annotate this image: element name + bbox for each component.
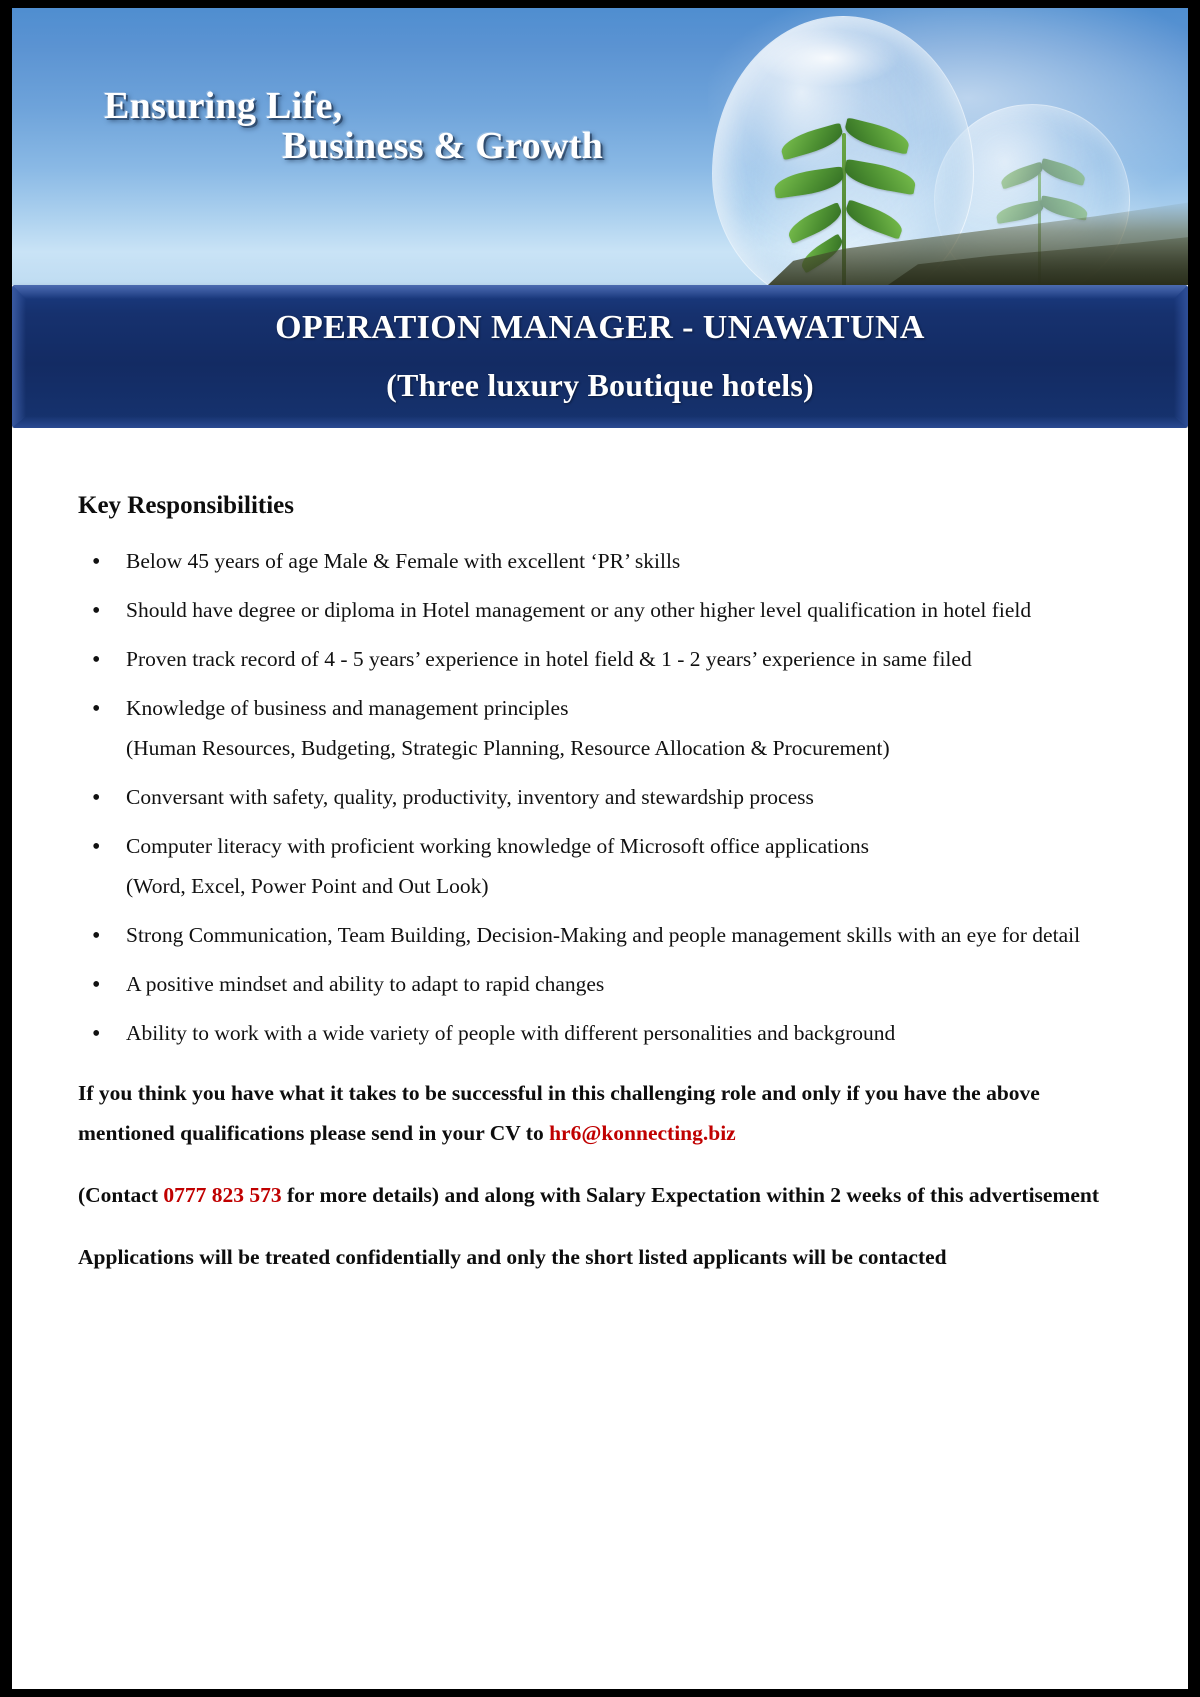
application-instructions-paragraph	[78, 1074, 1122, 1154]
list-item	[78, 916, 1122, 956]
list-item-text: Conversant with safety, quality, productivity, inventory and stewardship process	[126, 784, 814, 809]
list-item-text: Strong Communication, Team Building, Decision-Making and people management skills with an eye for detail	[126, 922, 1081, 947]
list-item	[78, 1014, 1122, 1054]
company-tagline	[104, 86, 603, 167]
plant-leaf	[778, 123, 845, 161]
list-item	[78, 689, 1122, 769]
list-item	[78, 778, 1122, 818]
job-title-bar	[12, 285, 1188, 428]
tagline-line-1: Ensuring Life,	[104, 85, 343, 127]
list-item	[78, 827, 1122, 907]
contact-prefix-text: (Contact	[78, 1182, 164, 1207]
plant-leaf	[842, 199, 906, 239]
list-item-text: Should have degree or diploma in Hotel management or any other higher level qualification in hotel field	[126, 597, 1032, 622]
list-item-text: Knowledge of business and management principles	[126, 695, 569, 720]
list-item-text: Proven track record of 4 - 5 years’ experience in hotel field & 1 - 2 years’ experience in same filed	[126, 646, 972, 671]
page-sheet	[12, 8, 1188, 1689]
bevel-right-edge	[1174, 285, 1188, 428]
bevel-left-edge	[12, 285, 26, 428]
plant-leaf	[1039, 158, 1088, 186]
sphere-highlight	[755, 29, 901, 87]
contact-details-paragraph	[78, 1176, 1122, 1216]
tagline-line-2: Business & Growth	[282, 125, 604, 168]
list-item	[78, 965, 1122, 1005]
job-description-body	[12, 428, 1188, 1689]
instructions-text: If you think you have what it takes to be successful in this challenging role and only if you have the above mentioned qualifications please send in your CV to	[78, 1080, 1040, 1145]
list-item-text: A positive mindset and ability to adapt to rapid changes	[126, 971, 605, 996]
list-item	[78, 542, 1122, 582]
page-subtitle: (Three luxury Boutique hotels)	[386, 367, 814, 403]
list-item	[78, 640, 1122, 680]
confidentiality-paragraph: Applications will be treated confidentially and only the short listed applicants will be contacted	[78, 1244, 947, 1269]
list-item-text: Computer literacy with proficient working knowledge of Microsoft office applications	[126, 833, 869, 858]
plant-leaf	[1039, 195, 1089, 221]
list-item-subtext: (Human Resources, Budgeting, Strategic Planning, Resource Allocation & Procurement)	[126, 735, 890, 760]
plant-leaf	[773, 166, 846, 199]
list-item	[78, 591, 1122, 631]
list-item-text: Below 45 years of age Male & Female with excellent ‘PR’ skills	[126, 549, 681, 573]
plant-leaf	[842, 117, 911, 154]
contact-email[interactable]: hr6@konnecting.biz	[549, 1120, 736, 1145]
page-title: OPERATION MANAGER - UNAWATUNA	[275, 309, 925, 346]
list-item-subtext: (Word, Excel, Power Point and Out Look)	[126, 873, 489, 898]
contact-suffix-text: for more details) and along with Salary Expectation within 2 weeks of this advertisement	[281, 1182, 1100, 1207]
contact-phone[interactable]: 0777 823 573	[163, 1182, 282, 1207]
header-banner	[12, 8, 1188, 285]
responsibilities-list	[78, 542, 1122, 1054]
plant-leaf	[842, 159, 917, 195]
section-heading-key-responsibilities: Key Responsibilities	[78, 492, 294, 519]
list-item-text: Ability to work with a wide variety of people with different personalities and background	[126, 1020, 896, 1045]
